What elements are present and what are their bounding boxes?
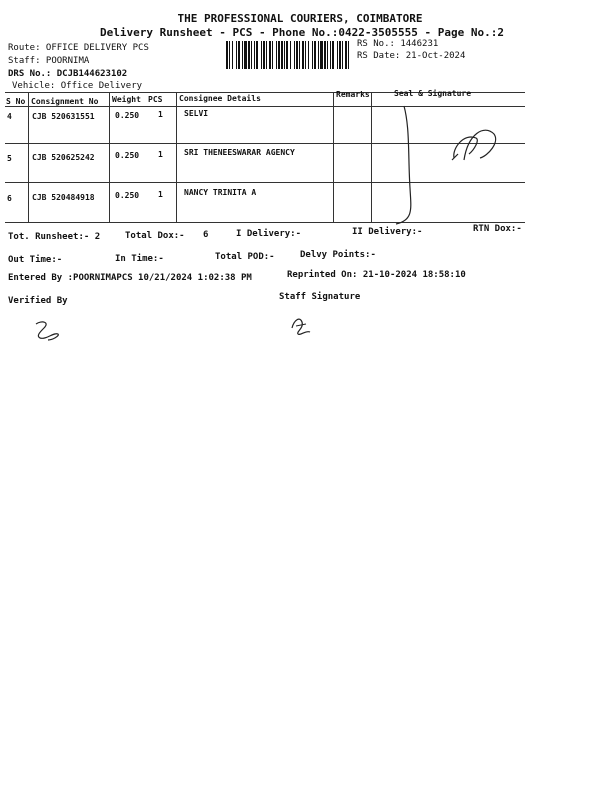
total-dox-label: Total Dox:- (125, 231, 185, 241)
column-divider (176, 92, 177, 222)
delvy-points: Delvy Points:- (300, 250, 376, 260)
column-divider (28, 92, 29, 222)
row-consignee: NANCY TRINITA A (184, 188, 257, 197)
reprinted-on: Reprinted On: 21-10-2024 18:58:10 (287, 270, 466, 280)
out-time: Out Time:- (8, 255, 63, 265)
rs-number: RS No.: 1446231 (357, 39, 439, 49)
col-consignee: Consignee Details (179, 94, 261, 103)
row-sno: 6 (7, 194, 12, 203)
column-divider (371, 92, 372, 222)
handwritten-signature-icon (384, 98, 514, 228)
row-sno: 5 (7, 154, 12, 163)
total-dox-value: 6 (203, 230, 209, 240)
col-sno: S No (6, 97, 26, 106)
verified-by-label: Verified By (8, 296, 68, 306)
col-remarks: Remarks (336, 90, 370, 99)
vehicle-text: Vehicle: Office Delivery (12, 81, 143, 91)
column-divider (333, 92, 334, 222)
col-pcs: PCS (148, 95, 163, 104)
verified-signature-icon (30, 318, 64, 344)
tot-runsheet: Tot. Runsheet:- 2 (8, 232, 101, 242)
row-consignee: SRI THENEESWARAR AGENCY (184, 148, 295, 157)
staff-text: Staff: POORNIMA (8, 56, 90, 66)
rtn-dox: RTN Dox:- (473, 224, 522, 234)
row-sno: 4 (7, 112, 12, 121)
staff-signature-icon (288, 314, 314, 338)
route-text: Route: OFFICE DELIVERY PCS (8, 43, 149, 53)
ii-delivery: II Delivery:- (352, 227, 423, 237)
col-seal-signature: Seal & Signature (394, 89, 472, 98)
rs-date: RS Date: 21-Oct-2024 (357, 51, 466, 61)
barcode-icon (226, 41, 350, 69)
runsheet-title: Delivery Runsheet - PCS - Phone No.:0422-3505555 - Page No.:2 (100, 26, 504, 39)
row-pcs: 1 (158, 150, 163, 159)
col-consignment: Consignment No (31, 97, 99, 106)
row-weight: 0.250 (115, 151, 140, 160)
row-consignment: CJB 520625242 (32, 153, 95, 162)
row-pcs: 1 (158, 110, 163, 119)
in-time: In Time:- (115, 254, 164, 264)
drs-number: DRS No.: DCJB144623102 (8, 69, 128, 79)
row-weight: 0.250 (115, 111, 140, 120)
column-divider (109, 92, 110, 222)
row-consignment: CJB 520631551 (32, 112, 95, 121)
company-name: THE PROFESSIONAL COURIERS, COIMBATORE (177, 12, 423, 25)
i-delivery: I Delivery:- (236, 229, 302, 239)
entered-by: Entered By :POORNIMAPCS 10/21/2024 1:02:38 PM (8, 273, 252, 283)
col-weight: Weight (112, 95, 141, 104)
row-consignee: SELVI (184, 109, 209, 118)
staff-signature-label: Staff Signature (279, 292, 361, 302)
total-pod: Total POD:- (215, 252, 275, 262)
row-pcs: 1 (158, 190, 163, 199)
row-weight: 0.250 (115, 191, 140, 200)
row-consignment: CJB 520484918 (32, 193, 95, 202)
